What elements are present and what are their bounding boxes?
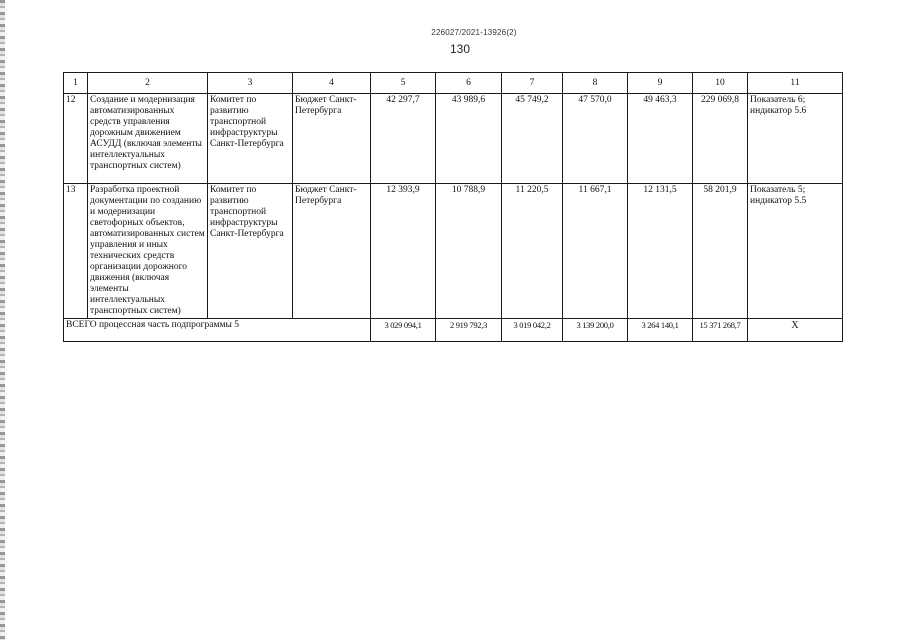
indicator: Показатель 5; индикатор 5.5 (748, 184, 843, 319)
value-col-5: 12 393,9 (371, 184, 436, 319)
total-col-5: 3 029 094,1 (371, 319, 436, 342)
total-col-9: 3 264 140,1 (628, 319, 693, 342)
value-col-5: 42 297,7 (371, 94, 436, 184)
budget-table (63, 72, 843, 342)
value-col-6: 10 788,9 (436, 184, 502, 319)
executor: Комитет по развитию транспортной инфраструктуры Санкт-Петербурга (208, 94, 293, 184)
column-header: 11 (748, 73, 843, 94)
page-number: 130 (449, 42, 471, 56)
value-col-10: 229 069,8 (693, 94, 748, 184)
value-col-8: 47 570,0 (563, 94, 628, 184)
column-header: 9 (628, 73, 693, 94)
executor: Комитет по развитию транспортной инфраструктуры Санкт-Петербурга (208, 184, 293, 319)
activity-name: Создание и модернизация автоматизированных средств управления дорожным движением АСУДД (включая элементы интеллектуальных транспортных систем) (88, 94, 208, 184)
column-header: 1 (64, 73, 88, 94)
document-number: 226027/2021-13926(2) (431, 28, 517, 37)
value-col-8: 11 667,1 (563, 184, 628, 319)
table-header-row (64, 73, 843, 94)
column-header: 2 (88, 73, 208, 94)
column-header: 5 (371, 73, 436, 94)
total-col-10: 15 371 268,7 (693, 319, 748, 342)
row-index: 12 (64, 94, 88, 184)
total-x-mark: Х (748, 319, 843, 342)
scan-edge-artifact (0, 0, 5, 640)
total-row (64, 319, 843, 342)
value-col-6: 43 989,6 (436, 94, 502, 184)
activity-name: Разработка проектной документации по созданию и модернизации светофорных объектов, автоматизированных систем управления и иных технических средств организации дорожного движения (включая элементы интеллектуальных транспортных систем) (88, 184, 208, 319)
column-header: 8 (563, 73, 628, 94)
funding-source: Бюджет Санкт-Петербурга (293, 184, 371, 319)
value-col-7: 11 220,5 (502, 184, 563, 319)
value-col-7: 45 749,2 (502, 94, 563, 184)
value-col-9: 49 463,3 (628, 94, 693, 184)
column-header: 3 (208, 73, 293, 94)
total-col-8: 3 139 200,0 (563, 319, 628, 342)
column-header: 6 (436, 73, 502, 94)
indicator: Показатель 6; индикатор 5.6 (748, 94, 843, 184)
funding-source: Бюджет Санкт-Петербурга (293, 94, 371, 184)
table-row (64, 94, 843, 184)
column-header: 7 (502, 73, 563, 94)
total-label: ВСЕГО процессная часть подпрограммы 5 (64, 319, 371, 342)
total-col-7: 3 019 042,2 (502, 319, 563, 342)
total-col-6: 2 919 792,3 (436, 319, 502, 342)
column-header: 4 (293, 73, 371, 94)
value-col-10: 58 201,9 (693, 184, 748, 319)
table-row (64, 184, 843, 319)
row-index: 13 (64, 184, 88, 319)
value-col-9: 12 131,5 (628, 184, 693, 319)
column-header: 10 (693, 73, 748, 94)
